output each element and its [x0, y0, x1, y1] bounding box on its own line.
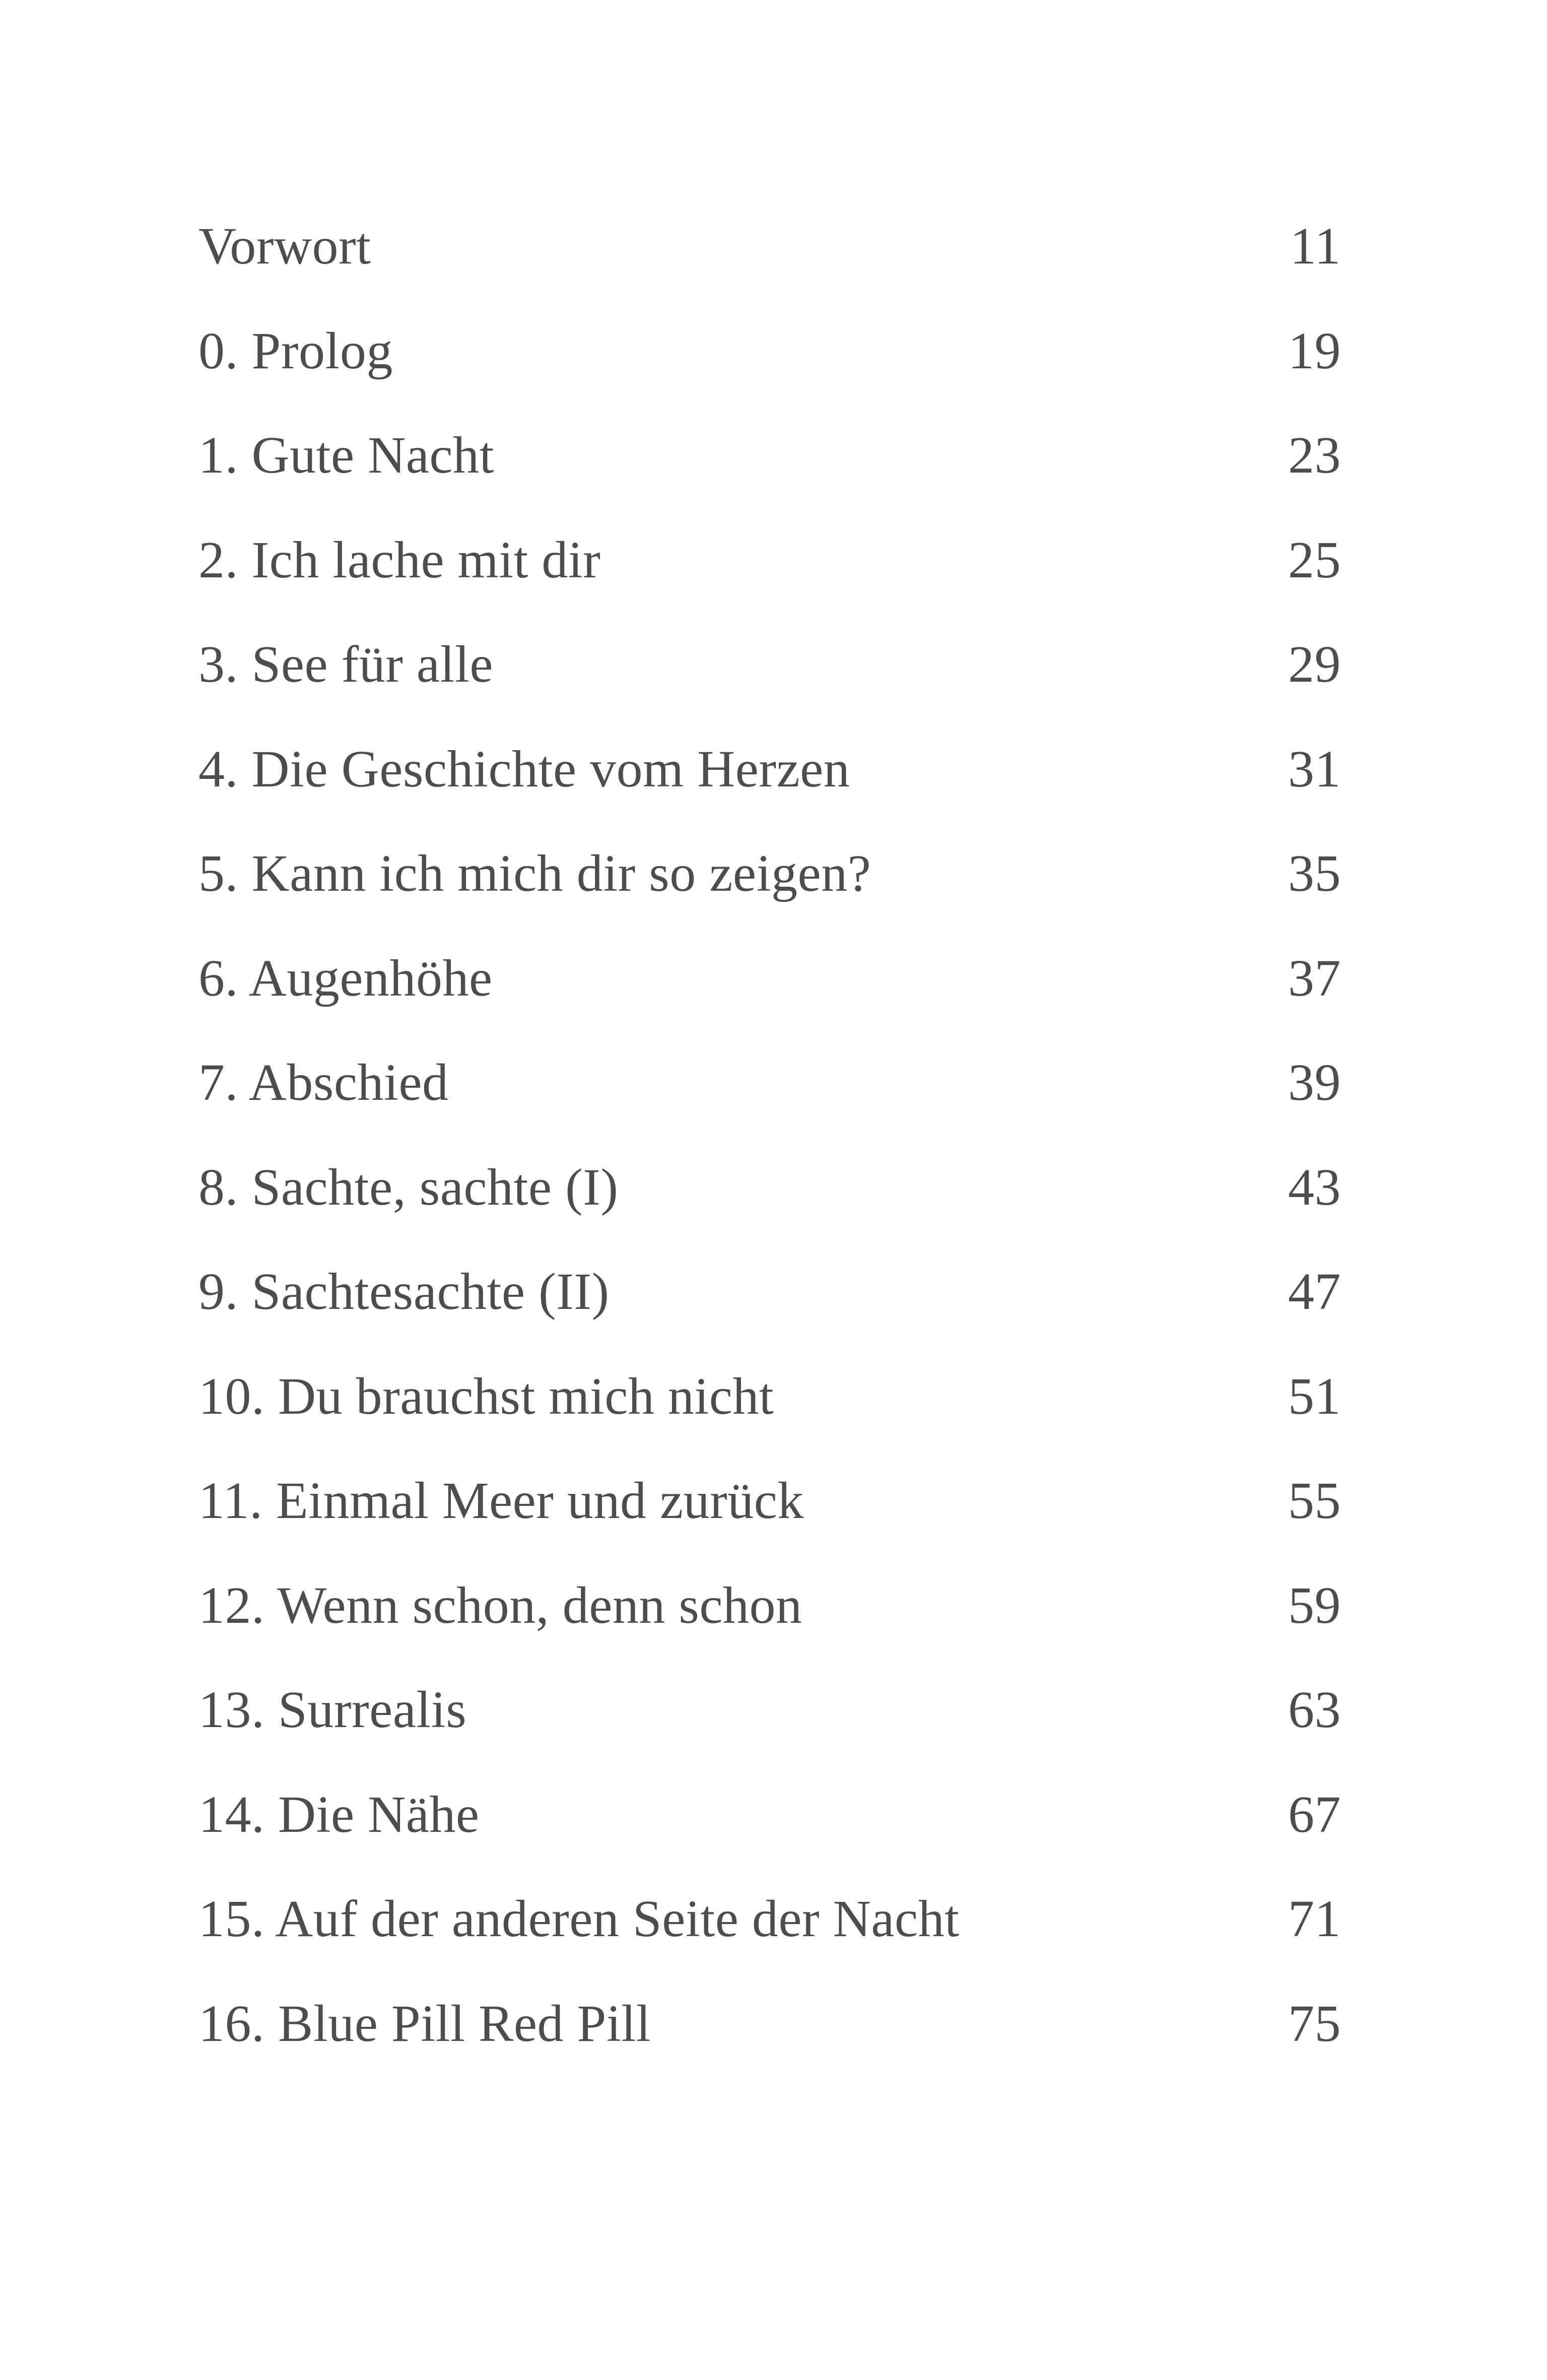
- toc-entry-title: 16. Blue Pill Red Pill: [198, 1994, 651, 2053]
- toc-entry-page: 63: [1288, 1681, 1341, 1739]
- toc-entry: [198, 612, 1341, 717]
- toc-entry-title: 2. Ich lache mit dir: [198, 531, 601, 589]
- toc-entry-page: 31: [1288, 740, 1341, 798]
- toc-entry-page: 37: [1288, 949, 1341, 1007]
- toc-entry-title: 0. Prolog: [198, 321, 393, 380]
- toc-entry-page: 19: [1288, 321, 1341, 380]
- toc-entry: [198, 1239, 1341, 1344]
- toc-entry: [198, 1448, 1341, 1553]
- toc-entry-page: 75: [1288, 1994, 1341, 2053]
- toc-entry: [198, 194, 1341, 299]
- toc-entry-page: 51: [1288, 1367, 1341, 1425]
- toc-entry: [198, 508, 1341, 613]
- toc-entry-title: 1. Gute Nacht: [198, 426, 494, 484]
- toc-entry-page: 25: [1288, 531, 1341, 589]
- toc-entry-title: 10. Du brauchst mich nicht: [198, 1367, 774, 1425]
- toc-entry-page: 59: [1288, 1576, 1341, 1634]
- toc-entry-page: 23: [1288, 426, 1341, 484]
- toc-entry: [198, 1553, 1341, 1658]
- toc-entry: [198, 821, 1341, 926]
- toc-entry-page: 71: [1288, 1890, 1341, 1948]
- toc-entry-title: 9. Sachtesachte (II): [198, 1263, 610, 1320]
- toc-entry-title: 14. Die Nähe: [198, 1785, 480, 1843]
- toc-entry-title: 12. Wenn schon, denn schon: [198, 1576, 802, 1634]
- table-of-contents: [198, 194, 1341, 2076]
- toc-entry-page: 35: [1288, 844, 1341, 902]
- toc-entry: [198, 1762, 1341, 1867]
- toc-entry-page: 47: [1288, 1263, 1341, 1320]
- toc-entry: [198, 926, 1341, 1031]
- toc-entry: [198, 299, 1341, 404]
- toc-entry: [198, 1867, 1341, 1971]
- toc-entry: [198, 1030, 1341, 1135]
- toc-entry: [198, 717, 1341, 822]
- toc-entry-title: 13. Surrealis: [198, 1681, 467, 1739]
- toc-entry-page: 67: [1288, 1785, 1341, 1843]
- toc-entry-title: 6. Augenhöhe: [198, 949, 493, 1007]
- toc-entry-page: 43: [1288, 1158, 1341, 1216]
- toc-entry-title: 7. Abschied: [198, 1053, 449, 1111]
- toc-entry: [198, 1971, 1341, 2076]
- toc-entry-title: 15. Auf der anderen Seite der Nacht: [198, 1890, 960, 1948]
- toc-entry-page: 55: [1288, 1472, 1341, 1530]
- toc-entry-page: 29: [1288, 635, 1341, 693]
- toc-entry: [198, 403, 1341, 508]
- toc-entry: [198, 1658, 1341, 1762]
- toc-entry-title: 8. Sachte, sachte (I): [198, 1158, 619, 1216]
- toc-entry: [198, 1135, 1341, 1240]
- toc-entry-page: 39: [1288, 1053, 1341, 1111]
- toc-entry-page: 11: [1290, 217, 1341, 275]
- toc-entry-title: Vorwort: [198, 217, 371, 275]
- toc-entry-title: 5. Kann ich mich dir so zeigen?: [198, 844, 871, 902]
- toc-entry-title: 4. Die Geschichte vom Herzen: [198, 740, 850, 798]
- toc-entry-title: 3. See für alle: [198, 635, 494, 693]
- toc-entry: [198, 1344, 1341, 1449]
- toc-entry-title: 11. Einmal Meer und zurück: [198, 1472, 804, 1530]
